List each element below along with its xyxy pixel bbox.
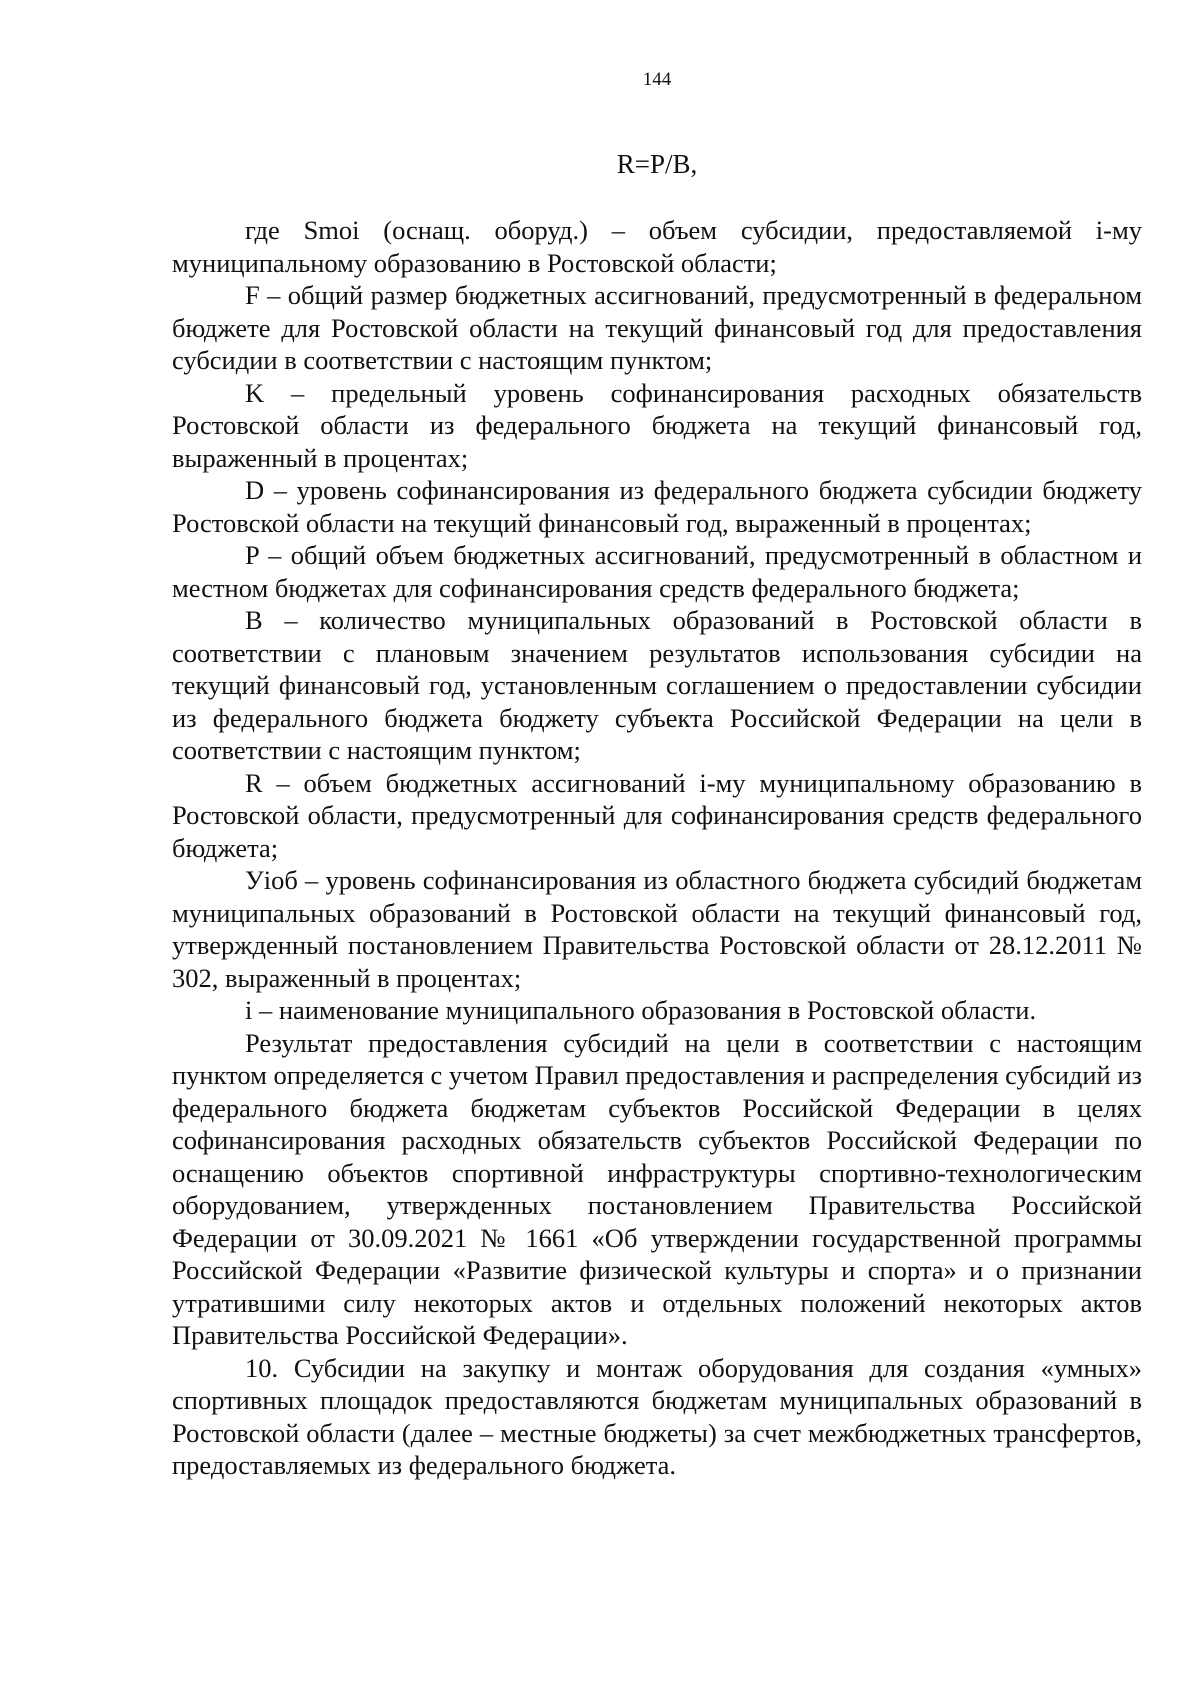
paragraph-d-definition: D – уровень софинансирования из федерального бюджета субсидии бюджету Ростовской области на текущий финансовый год, выраженный в процентах; — [172, 475, 1142, 538]
page-number: 144 — [642, 69, 672, 90]
paragraph-result: Результат предоставления субсидий на цели в соответствии с настоящим пунктом определяется с учетом Правил предоставления и распределения субсидий из федерального бюджета бюджетам субъектов Российской Федерации в целях софинансирования расходных обязательств субъектов Российской Федерации по оснащению объектов спортивной инфраструктуры спортивно-технологическим оборудованием, утвержденных постановлением Правительства Российской Федерации от 30.09.2021 № 1661 «Об утверждении государственной программы Российской Федерации «Развитие физической культуры и спорта» и о признании утратившими силу некоторых актов и отдельных положений некоторых актов Правительства Российской Федерации». — [172, 1027, 1142, 1350]
body-text — [172, 214, 1142, 1482]
paragraph-f-definition: F – общий размер бюджетных ассигнований, предусмотренный в федеральном бюджете для Ростовской области на текущий финансовый год для предоставления субсидии в соответствии с настоящим пунктом; — [172, 280, 1142, 375]
paragraph-r-definition: R – объем бюджетных ассигнований i-му муниципальному образованию в Ростовской области, предусмотренный для софинансирования средств федерального бюджета; — [172, 767, 1142, 863]
paragraph-yiob-definition: Уioб – уровень софинансирования из областного бюджета субсидий бюджетам муниципальных образований в Ростовской области на текущий финансовый год, утвержденный постановлением Правительства Ростовской области от 28.12.2011 № 302, выраженный в процентах; — [172, 865, 1142, 993]
paragraph-i-definition: i – наименование муниципального образования в Ростовской области. — [245, 995, 1037, 1025]
document-page — [172, 0, 1142, 1698]
formula: R=P/B, — [616, 149, 698, 179]
paragraph-b-definition: B – количество муниципальных образований в Ростовской области в соответствии с плановым значением результатов использования субсидии на текущий финансовый год, установленным соглашением о предоставлении субсидии из федерального бюджета бюджету субъекта Российской Федерации на цели в соответствии с настоящим пунктом; — [172, 605, 1142, 765]
paragraph-item-10: 10. Субсидии на закупку и монтаж оборудования для создания «умных» спортивных площадок предоставляются бюджетам муниципальных образований в Ростовской области (далее – местные бюджеты) за счет межбюджетных трансфертов, предоставляемых из федерального бюджета. — [172, 1352, 1142, 1480]
paragraph-smoi-definition: где Smoi (оснащ. оборуд.) – объем субсидии, предоставляемой i-му муниципальному образованию в Ростовской области; — [172, 215, 1142, 278]
paragraph-k-definition: K – предельный уровень софинансирования расходных обязательств Ростовской области из федерального бюджета на текущий финансовый год, выраженный в процентах; — [172, 377, 1142, 473]
paragraph-p-definition: P – общий объем бюджетных ассигнований, предусмотренный в областном и местном бюджетах для софинансирования средств федерального бюджета; — [172, 540, 1142, 603]
